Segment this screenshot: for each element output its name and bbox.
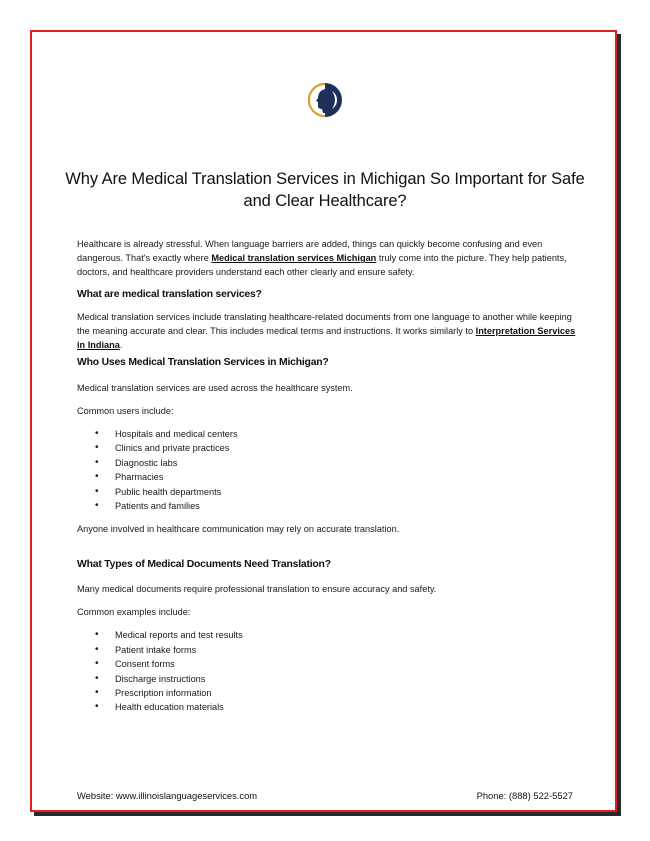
footer-phone: Phone: (888) 522-5527 bbox=[476, 790, 573, 801]
intro-paragraph bbox=[77, 237, 577, 280]
section-heading-what-are: What are medical translation services? bbox=[77, 288, 262, 300]
list-item: • Health education materials bbox=[77, 700, 577, 714]
indiana-interpretation-link[interactable]: Interpretation Services in Indiana bbox=[77, 326, 576, 351]
section3-paragraph: Many medical documents require professional translation to ensure accuracy and safety. bbox=[77, 583, 437, 594]
page-title: Why Are Medical Translation Services in Michigan So Important for Safe and Clear Healthcare? bbox=[65, 170, 585, 210]
list-item: • Pharmacies bbox=[77, 470, 577, 484]
list-item: • Consent forms bbox=[77, 657, 577, 671]
list-item: • Hospitals and medical centers bbox=[77, 427, 577, 441]
list-item: • Public health departments bbox=[77, 485, 577, 499]
section1-text-end: . bbox=[119, 340, 123, 351]
footer-website: Website: www.illinoislanguageservices.com bbox=[77, 790, 258, 801]
section1-paragraph bbox=[77, 310, 577, 353]
section1-text-start: Medical translation services include translating healthcare-related documents from one language to another while keeping the meaning accurate and clear. This includes medical terms and instructions. It works similarly to bbox=[77, 311, 572, 337]
users-list bbox=[77, 427, 577, 513]
michigan-services-link[interactable]: Medical translation services Michigan bbox=[211, 253, 377, 264]
list-item: • Prescription information bbox=[77, 686, 577, 700]
list-item: • Discharge instructions bbox=[77, 672, 577, 686]
document-body bbox=[77, 237, 577, 715]
list-item: • Clinics and private practices bbox=[77, 441, 577, 455]
list-item: • Diagnostic labs bbox=[77, 456, 577, 470]
section3-list-intro: Common examples include: bbox=[77, 607, 191, 618]
section-heading-who-uses: Who Uses Medical Translation Services in Michigan? bbox=[77, 357, 329, 369]
document-types-list bbox=[77, 628, 577, 714]
section2-paragraph: Medical translation services are used across the healthcare system. bbox=[77, 382, 353, 393]
intro-text-end: truly come into the picture. They help patients, doctors, and healthcare providers understand each other clearly and ensure safety. bbox=[77, 253, 567, 278]
speaking-head-logo-icon bbox=[307, 82, 343, 118]
list-item: • Patients and families bbox=[77, 499, 577, 513]
page-footer bbox=[77, 790, 573, 801]
section2-closing: Anyone involved in healthcare communication may rely on accurate translation. bbox=[77, 524, 400, 535]
list-item: • Medical reports and test results bbox=[77, 628, 577, 642]
intro-text-start: Healthcare is already stressful. When language barriers are added, things can quickly become confusing and even dangerous. That's exactly where bbox=[77, 239, 543, 264]
list-item: • Patient intake forms bbox=[77, 643, 577, 657]
section2-list-intro: Common users include: bbox=[77, 405, 174, 416]
section-heading-document-types: What Types of Medical Documents Need Translation? bbox=[77, 558, 331, 570]
